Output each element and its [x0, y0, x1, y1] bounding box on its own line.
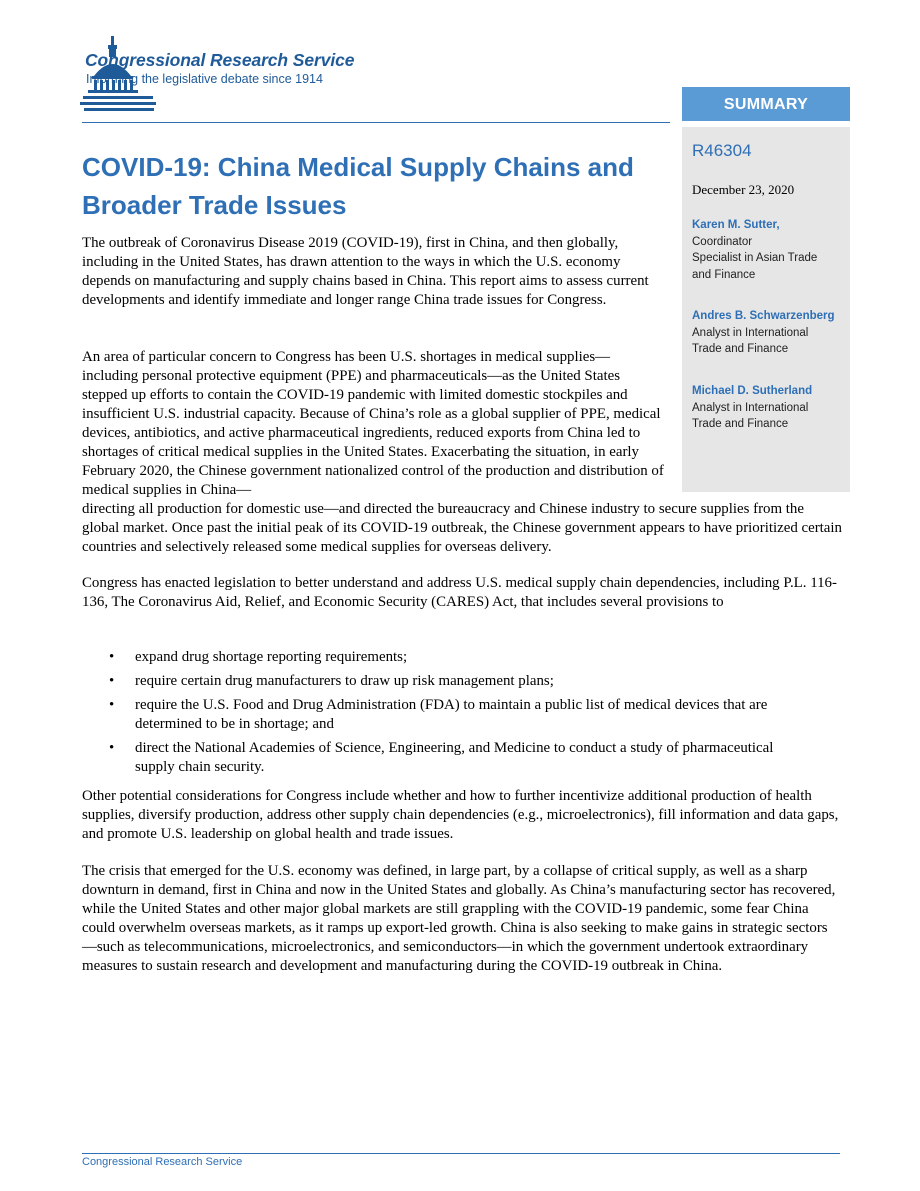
author-role: Coordinator Specialist in Asian Trade and Finance	[692, 235, 818, 281]
report-id: R46304	[692, 141, 752, 160]
author-3	[692, 383, 847, 433]
provisions-list	[82, 648, 802, 782]
author-name[interactable]: Andres B. Schwarzenberg	[692, 310, 835, 322]
paragraph-shortages: An area of particular concern to Congress has been U.S. shortages in medical supplies—including personal protective equipment (PPE) and pharmaceuticals—as the United States stepped up efforts to contain the COVID-19 pandemic with limited domestic stockpiles and insufficient U.S. industrial capacity. Because of China’s role as a global supplier of PPE, medical devices, antibiotics, and active pharmaceutical ingredients, reduced exports from China led to shortages of critical medical supplies in the United States. Exacerbating the situation, in early February 2020, the Chinese government nationalized control of the production and distribution of medical supplies in China—	[82, 349, 664, 498]
list-item: • require certain drug manufacturers to draw up risk management plans;	[82, 672, 802, 691]
author-role: Analyst in International Trade and Finance	[692, 401, 809, 430]
list-item: • expand drug shortage reporting requirements;	[82, 648, 802, 667]
paragraph-intro: The outbreak of Coronavirus Disease 2019 (COVID-19), first in China, and then globally, including in the United States, has drawn attention to the ways in which the U.S. economy depends on manufacturing and supply chains based in China. This report aims to assess current developments and identify immediate and longer range China trade issues for Congress.	[82, 235, 649, 308]
header-divider	[82, 122, 670, 123]
summary-label: SUMMARY	[682, 87, 850, 121]
list-item: • require the U.S. Food and Drug Administration (FDA) to maintain a public list of medical devices that are determined to be in shortage; and	[82, 696, 802, 734]
paragraph-shortages-continued: directing all production for domestic use—and directed the bureaucracy and Chinese industry to secure supplies from the global market. Once past the initial peak of its COVID-19 outbreak, the Chinese government appears to have prioritized certain countries and selectively released some medical supplies for overseas delivery.	[82, 501, 843, 555]
footer-text: Congressional Research Service	[82, 1156, 243, 1168]
paragraph-crisis: The crisis that emerged for the U.S. economy was defined, in large part, by a collapse of critical supply, as well as a sharp downturn in demand, first in China and now in the United States and globally. As China’s manufacturing sector has recovered, while the United States and other major global markets are still grappling with the COVID-19 pandemic, some fear China could overwhelm overseas markets, as it ramps up export-led growth. China is also seeking to make gains in strategic sectors—such as telecommunications, microelectronics, and semiconductors—in which the government undertook extraordinary measures to sustain research and development and manufacturing during the COVID-19 outbreak in China.	[82, 863, 836, 974]
org-tagline: Informing the legislative debate since 1914	[86, 72, 323, 86]
author-1	[692, 217, 847, 283]
footer-divider	[82, 1153, 840, 1154]
author-name[interactable]: Michael D. Sutherland	[692, 385, 813, 397]
paragraph-legislation: Congress has enacted legislation to better understand and address U.S. medical supply chain dependencies, including P.L. 116-136, The Coronavirus Aid, Relief, and Economic Security (CARES) Act, that includes several provisions to	[82, 575, 837, 610]
author-2	[692, 308, 847, 358]
summary-sidebar	[682, 87, 850, 492]
page-title: COVID-19: China Medical Supply Chains and Broader Trade Issues	[82, 152, 634, 220]
list-item: • direct the National Academies of Science, Engineering, and Medicine to conduct a study of pharmaceutical supply chain security.	[82, 739, 802, 777]
author-name[interactable]: Karen M. Sutter,	[692, 219, 780, 231]
sidebar-divider	[682, 121, 850, 127]
paragraph-considerations: Other potential considerations for Congress include whether and how to further incentivize additional production of health supplies, diversify production, address other supply chain dependencies (e.g., microelectronics), fill information and data gaps, and promote U.S. leadership on global health and trade issues.	[82, 788, 839, 842]
report-date: December 23, 2020	[692, 182, 795, 197]
author-role: Analyst in International Trade and Finance	[692, 326, 809, 355]
org-name: Congressional Research Service	[85, 50, 355, 70]
